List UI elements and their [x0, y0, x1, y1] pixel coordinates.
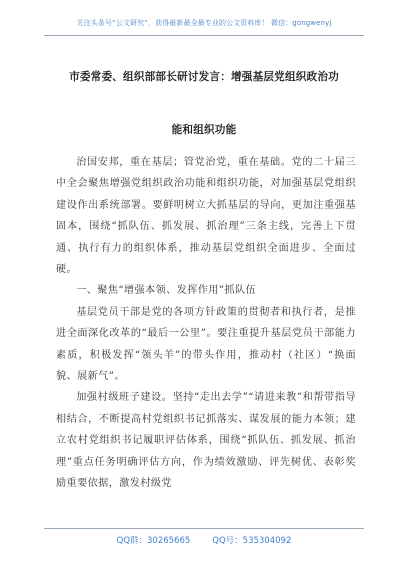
footer-contact — [0, 534, 408, 546]
document-title-line-2: 能和组织功能 — [171, 124, 237, 136]
footer-divider — [44, 528, 364, 529]
document-body — [56, 152, 356, 495]
footer-qq-group: QQ群：30265665 — [116, 536, 191, 546]
body-paragraph: 加强村级班子建设。坚持“走出去学”“请进来教”和帮带指导相结合，不断提高村党组织书记抓落实、谋发展的能力本领；建立农村党组织书记履职评估体系，围绕“抓队伍、抓发展、抓治理”重点任务明确评估方向，作为绩效激励、评先树优、表彰奖励重要依据，激发村级党 — [56, 392, 356, 490]
body-paragraph: 基层党员干部是党的各项方针政策的贯彻者和执行者，是推进全面深化改革的“最后一公里”。要注重提升基层党员干部能力素质，积极发挥“领头羊”的带头作用，推动村（社区）“换面貌、展新气”。 — [56, 306, 356, 383]
section-heading: 一、聚焦“增强本领、发挥作用”抓队伍 — [76, 285, 257, 297]
footer-qq-number: QQ号：535304092 — [212, 536, 292, 546]
document-title-line-1: 市委常委、组织部部长研讨发言：增强基层党组织政治功 — [69, 71, 339, 83]
body-paragraph: 治国安邦，重在基层；管党治党，重在基础。党的二十届三中全会聚焦增强党组织政治功能和组织功能，对加强基层党组织建设作出系统部署。要鲜明树立大抓基层的导向，更加注重强基固本，围绕“抓队伍、抓发展、抓治理”三条主线，完善上下贯通、执行有力的组织体系，推动基层党组织全面进步、全面过硬。 — [56, 157, 356, 276]
header-divider — [44, 35, 364, 36]
header-banner: 关注头条号“公文研究”，获得最新最全最专业的公文资料库！ 微信：gongwenyj — [76, 19, 332, 27]
